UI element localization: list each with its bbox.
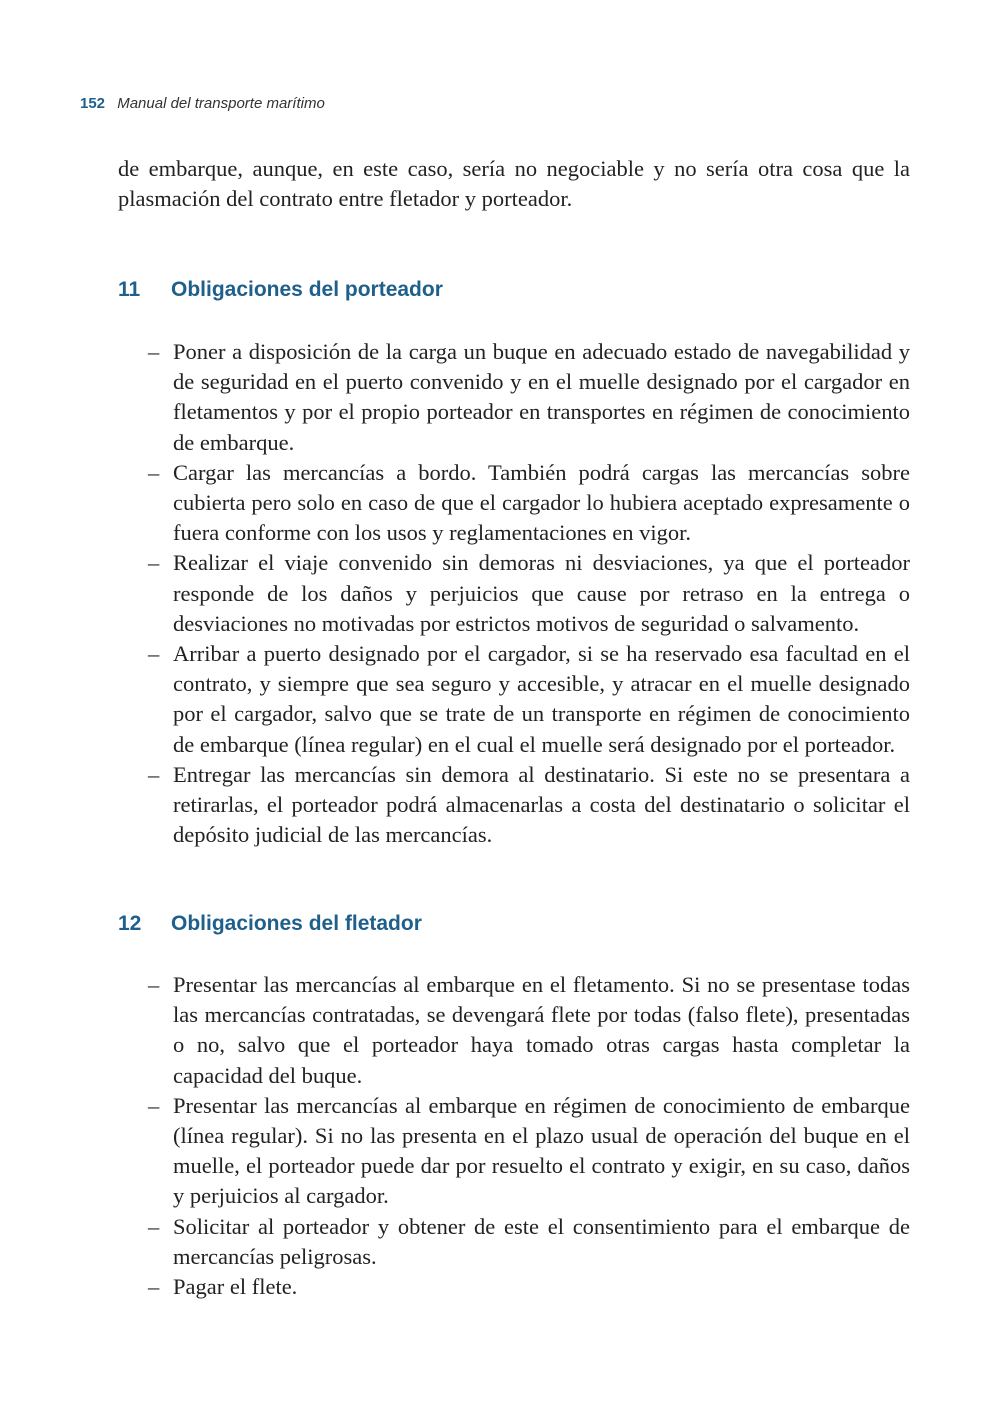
list-item-text: Solicitar al porteador y obtener de este el consentimiento para el embarque de mercancías peligrosas. xyxy=(173,1213,910,1269)
dash-marker: – xyxy=(148,972,160,997)
dash-marker: – xyxy=(148,761,160,787)
dash-marker: – xyxy=(148,1274,160,1300)
fletador-obligations-list xyxy=(148,970,910,1302)
list-item-text: Pagar el flete. xyxy=(173,1274,298,1300)
list-item-text: Cargar las mercancías a bordo. También podrá cargas las mercancías sobre cubierta pero solo en caso de que el cargador lo hubiera aceptado expresamente o fuera conforme con los usos y reglamentaciones en vigor. xyxy=(173,459,910,546)
book-title: Manual del transporte marítimo xyxy=(117,95,325,112)
list-item xyxy=(148,1272,910,1302)
list-item-text: Presentar las mercancías al embarque en régimen de conocimiento de embarque (línea regular). Si no las presenta en el plazo usual de operación del buque en el muelle, el porteador puede dar por resuelto el contrato y exigir, en su caso, daños y perjuicios al cargador. xyxy=(173,1092,910,1209)
dash-marker: – xyxy=(148,459,160,485)
list-item xyxy=(148,458,910,549)
dash-marker: – xyxy=(148,1092,160,1118)
section-number: 12 xyxy=(118,912,142,935)
section-title: Obligaciones del porteador xyxy=(171,278,443,301)
running-header xyxy=(80,94,325,114)
list-item xyxy=(148,1212,910,1272)
dash-marker: – xyxy=(148,550,160,576)
list-item-text: Entregar las mercancías sin demora al destinatario. Si este no se presentara a retirarlas, el porteador podrá almacenarlas a costa del destinatario o solicitar el depósito judicial de las mercancías. xyxy=(173,761,910,848)
list-item-text: Realizar el viaje convenido sin demoras ni desviaciones, ya que el porteador responde de los daños y perjuicios que cause por retraso en la entrega o desviaciones no motivadas por estrictos motivos de seguridad o salvamento. xyxy=(173,550,910,636)
list-item xyxy=(148,970,910,1091)
section-heading-11 xyxy=(118,276,443,304)
dash-marker: – xyxy=(148,641,160,667)
intro-paragraph: de embarque, aunque, en este caso, sería no negociable y no sería otra cosa que la plasmación del contrato entre fletador y porteador. xyxy=(118,156,910,212)
porteador-obligations-list xyxy=(148,337,910,850)
list-item xyxy=(148,337,910,458)
page-number: 152 xyxy=(80,95,106,112)
section-number: 11 xyxy=(118,278,141,301)
list-item xyxy=(148,760,910,851)
section-heading-12 xyxy=(118,910,422,938)
list-item-text: Poner a disposición de la carga un buque en adecuado estado de navegabilidad y de seguridad en el puerto convenido y en el muelle designado por el cargador en fletamentos y por el propio porteador en transportes en régimen de conocimiento de embarque. xyxy=(173,339,910,455)
list-item xyxy=(148,548,910,639)
list-item xyxy=(148,1091,910,1212)
dash-marker: – xyxy=(148,339,160,364)
section-title: Obligaciones del fletador xyxy=(171,912,422,935)
dash-marker: – xyxy=(148,1213,160,1239)
list-item xyxy=(148,639,910,760)
list-item-text: Presentar las mercancías al embarque en el fletamento. Si no se presentase todas las mercancías contratadas, se devengará flete por todas (falso flete), presentadas o no, salvo que el porteador haya tomado otras cargas hasta completar la capacidad del buque. xyxy=(173,972,910,1088)
list-item-text: Arribar a puerto designado por el cargador, si se ha reservado esa facultad en el contrato, y siempre que sea seguro y accesible, y atracar en el muelle designado por el cargador, salvo que se trate de un transporte en régimen de conocimiento de embarque (línea regular) en el cual el muelle será designado por el porteador. xyxy=(173,641,910,757)
